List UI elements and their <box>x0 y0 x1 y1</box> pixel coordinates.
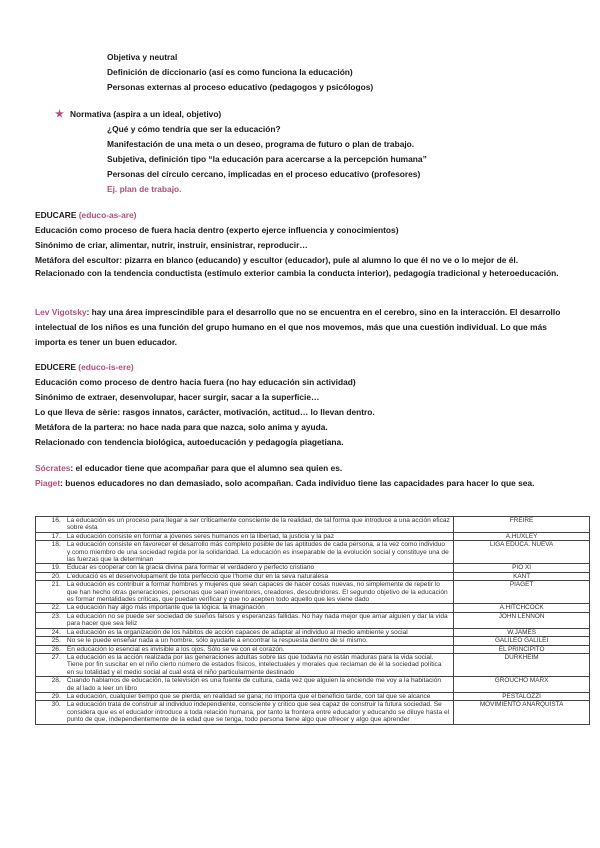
quote-text: La educación no se puede ser sociedad de sueños falsos y esperanzas fallidas. No hay nada mejor que amar alguien y dar la vida para hacer que sea feliz <box>64 612 454 628</box>
list-item: Objetiva y neutral <box>107 52 178 62</box>
quote-number: 19. <box>36 564 64 572</box>
quote-number: 29. <box>36 692 64 700</box>
list-item: Subjetiva, definición tipo “la educación para acercarse a la percepción humana” <box>107 154 427 164</box>
table-row <box>36 628 590 636</box>
quote-number: 25. <box>36 637 64 645</box>
table-row <box>36 581 590 604</box>
table-row <box>36 541 590 564</box>
table-row <box>36 653 590 676</box>
table-row <box>36 701 590 724</box>
table-row <box>36 677 590 693</box>
quote-text: La educación, cualquier tiempo que se pierda, en realidad se gana; no importa que el beneficio tarde, con tal que se alcance <box>64 692 454 700</box>
educare-line: Sinónimo de criar, alimentar, nutrir, instruir, ensinistrar, reproducir… <box>35 240 308 250</box>
quote-text: La educación hay algo más importante que la lógica: la imaginación <box>64 604 454 612</box>
quote-author: KANT <box>454 572 590 580</box>
quote-author: EL PRINCIPITO <box>454 645 590 653</box>
educere-heading: EDUCERE (educo-is-ere) <box>35 362 134 372</box>
quote-text: Educar es cooperar con la gracia divina para formar el verdadero y perfecto cristiano <box>64 564 454 572</box>
quote-text: La educación consiste en formar a jóvenes seres humanos en la libertad, la justicia y la paz <box>64 532 454 540</box>
quote-number: 28. <box>36 677 64 693</box>
star-icon: ★ <box>55 109 64 120</box>
quote-number: 30. <box>36 701 64 724</box>
quote-number: 23. <box>36 612 64 628</box>
list-item: Personas externas al proceso educativo (pedagogos y psicólogos) <box>107 82 374 92</box>
list-item: ¿Qué y cómo tendría que ser la educación? <box>107 124 281 134</box>
educare-line: Educación como proceso de fuera hacia dentro (experto ejerce influencia y conocimientos) <box>35 225 399 235</box>
quote-author: LIGA EDUCA. NUEVA <box>454 541 590 564</box>
table-row <box>36 645 590 653</box>
quote-text: La educación es un proceso para llegar a ser críticamente consciente de la realidad, de tal forma que introduce a una acción eficaz sobre ésta <box>64 517 454 533</box>
quote-text: En educación lo esencial es invisible a los ojos. Sólo se ve con el corazón. <box>64 645 454 653</box>
educere-line: Relacionado con tendencia biológica, autoeducación y pedagogía piagetiana. <box>35 437 344 447</box>
quote-author: GROUCHO MARX <box>454 677 590 693</box>
table-row <box>36 604 590 612</box>
quote-number: 27. <box>36 653 64 676</box>
quote-text: La educación es la organización de los hábitos de acción capaces de adaptar al individuo al medio ambiente y social <box>64 628 454 636</box>
quote-number: 17. <box>36 532 64 540</box>
table-row <box>36 612 590 628</box>
vigotsky-paragraph: Lev Vigotsky: hay una área imprescindible para el desarrollo que no se encuentra en el cerebro, sino en la interacción. El desarrollo intelectual de los niños es una función del grupo humano en el que nos movemos, más que una cuestión individual. Lo que más importa es tener un buen educador. <box>35 307 561 347</box>
table-row <box>36 564 590 572</box>
quote-text: La educación trata de construir al individuo independiente, consciente y crítico que sea capaz de construir la futura sociedad. Se considera que es el educador introduce a toda relación humana, por tanto la frontera entre educador y educando se diluye hasta el punto de que, independientemente de la edad que se tenga, todo persona tiene algo que ofrecer y algo que aprender <box>64 701 454 724</box>
quote-number: 24. <box>36 628 64 636</box>
quote-number: 18. <box>36 541 64 564</box>
quote-number: 26. <box>36 645 64 653</box>
educere-line: Sinónimo de extraer, desenvolupar, hacer surgir, sacar a la superficie… <box>35 392 320 402</box>
quote-text: L'educació es el desenvolupament de tota perfecció que l'home dur en la seva naturalesa <box>64 572 454 580</box>
quote-number: 22. <box>36 604 64 612</box>
socrates-line: Sócrates: el educador tiene que acompañar para que el alumno sea quien es. <box>35 463 343 473</box>
educere-line: Lo que lleva de sèrie: rasgos innatos, carácter, motivación, actitud… lo llevan dentro. <box>35 407 375 417</box>
educere-line: Educación como proceso de dentro hacia fuera (no hay educación sin actividad) <box>35 377 356 387</box>
quote-author: JOHN LENNON <box>454 612 590 628</box>
quote-author: GALILEO GALILEI <box>454 637 590 645</box>
table-row <box>36 637 590 645</box>
educare-heading: EDUCARE (educo-as-are) <box>35 210 137 220</box>
quote-number: 21. <box>36 581 64 604</box>
quote-number: 20. <box>36 572 64 580</box>
table-row <box>36 572 590 580</box>
list-item: Personas del círculo cercano, implicadas en el proceso educativo (profesores) <box>107 169 421 179</box>
quote-author: FREIRE <box>454 517 590 533</box>
educere-line: Metáfora de la partera: no hace nada para que nazca, solo anima y ayuda. <box>35 422 328 432</box>
quotes-table <box>35 516 590 725</box>
quote-author: A.HUXLEY <box>454 532 590 540</box>
educare-line: Relacionado con la tendencia conductista (estímulo exterior cambia la conducta interior), pedagogía tradicional y heteroeducación. <box>35 268 559 278</box>
quote-text: La educación consiste en favorecer el desarrollo más completo posible de las aptitudes de cada persona, a la vez como individuo y como miembro de una sociedad regida por la solidaridad. La educación es inseparable de la evolución social y constituye una de las fuerzas que la determinan <box>64 541 454 564</box>
quote-number: 16. <box>36 517 64 533</box>
quote-text: La educación es contribuir a formar hombres y mujeres que sean capaces de hacer cosas nuevas, no simplemente de repetir lo que han hecho otras generaciones, personas que sean inventores, creadores, descubridores. El segundo objetivo de la educación es formar mentalidades críticas, que puedan verificar y que no acepten todo aquello que les viene dado <box>64 581 454 604</box>
table-row <box>36 532 590 540</box>
quote-text: La educación es la acción realizada por las generaciones adultas sobre las que todavía no están maduras para la vida social. Tiene por fin suscitar en el niño cierto número de estados físicos, intelectuales y morales que reclaman de él la sociedad política en su totalidad y el medio social al cual está el niño particularmente destinado <box>64 653 454 676</box>
table-row <box>36 517 590 533</box>
quote-text: Cuando hablamos de educación, la televisión es una fuente de cultura, cada vez que alguien la enciende me voy a la habitación de al lado a leer un libro <box>64 677 454 693</box>
educare-line: Metáfora del escultor: pizarra en blanco (educando) y escultor (educador), pule al alumno lo que él no ve o lo mejor de él. <box>35 255 519 265</box>
list-item: Manifestación de una meta o un deseo, programa de futuro o plan de trabajo. <box>107 139 415 149</box>
quote-author: DURKHEIM <box>454 653 590 676</box>
quote-text: No se le puede enseñar nada a un hombre, sólo ayudarle a encontrar la respuesta dentro de sí mismo. <box>64 637 454 645</box>
quote-author: PIAGET <box>454 581 590 604</box>
quote-author: PIO XI <box>454 564 590 572</box>
list-item: Definición de diccionario (así es como funciona la educación) <box>107 67 353 77</box>
quote-author: MOVIMIENTO ANARQUISTA <box>454 701 590 724</box>
quote-author: W.JAMES <box>454 628 590 636</box>
table-row <box>36 692 590 700</box>
example-line: Ej. plan de trabajo. <box>107 184 182 194</box>
normativa-heading: ★ Normativa (aspira a un ideal, objetivo) <box>55 109 222 120</box>
piaget-line: Piaget: buenos educadores no dan demasiado, solo acompañan. Cada individuo tiene las capacidades para hacer lo que sea. <box>35 478 535 488</box>
quote-author: PESTALOZZI <box>454 692 590 700</box>
quote-author: A.HITCHCOCK <box>454 604 590 612</box>
